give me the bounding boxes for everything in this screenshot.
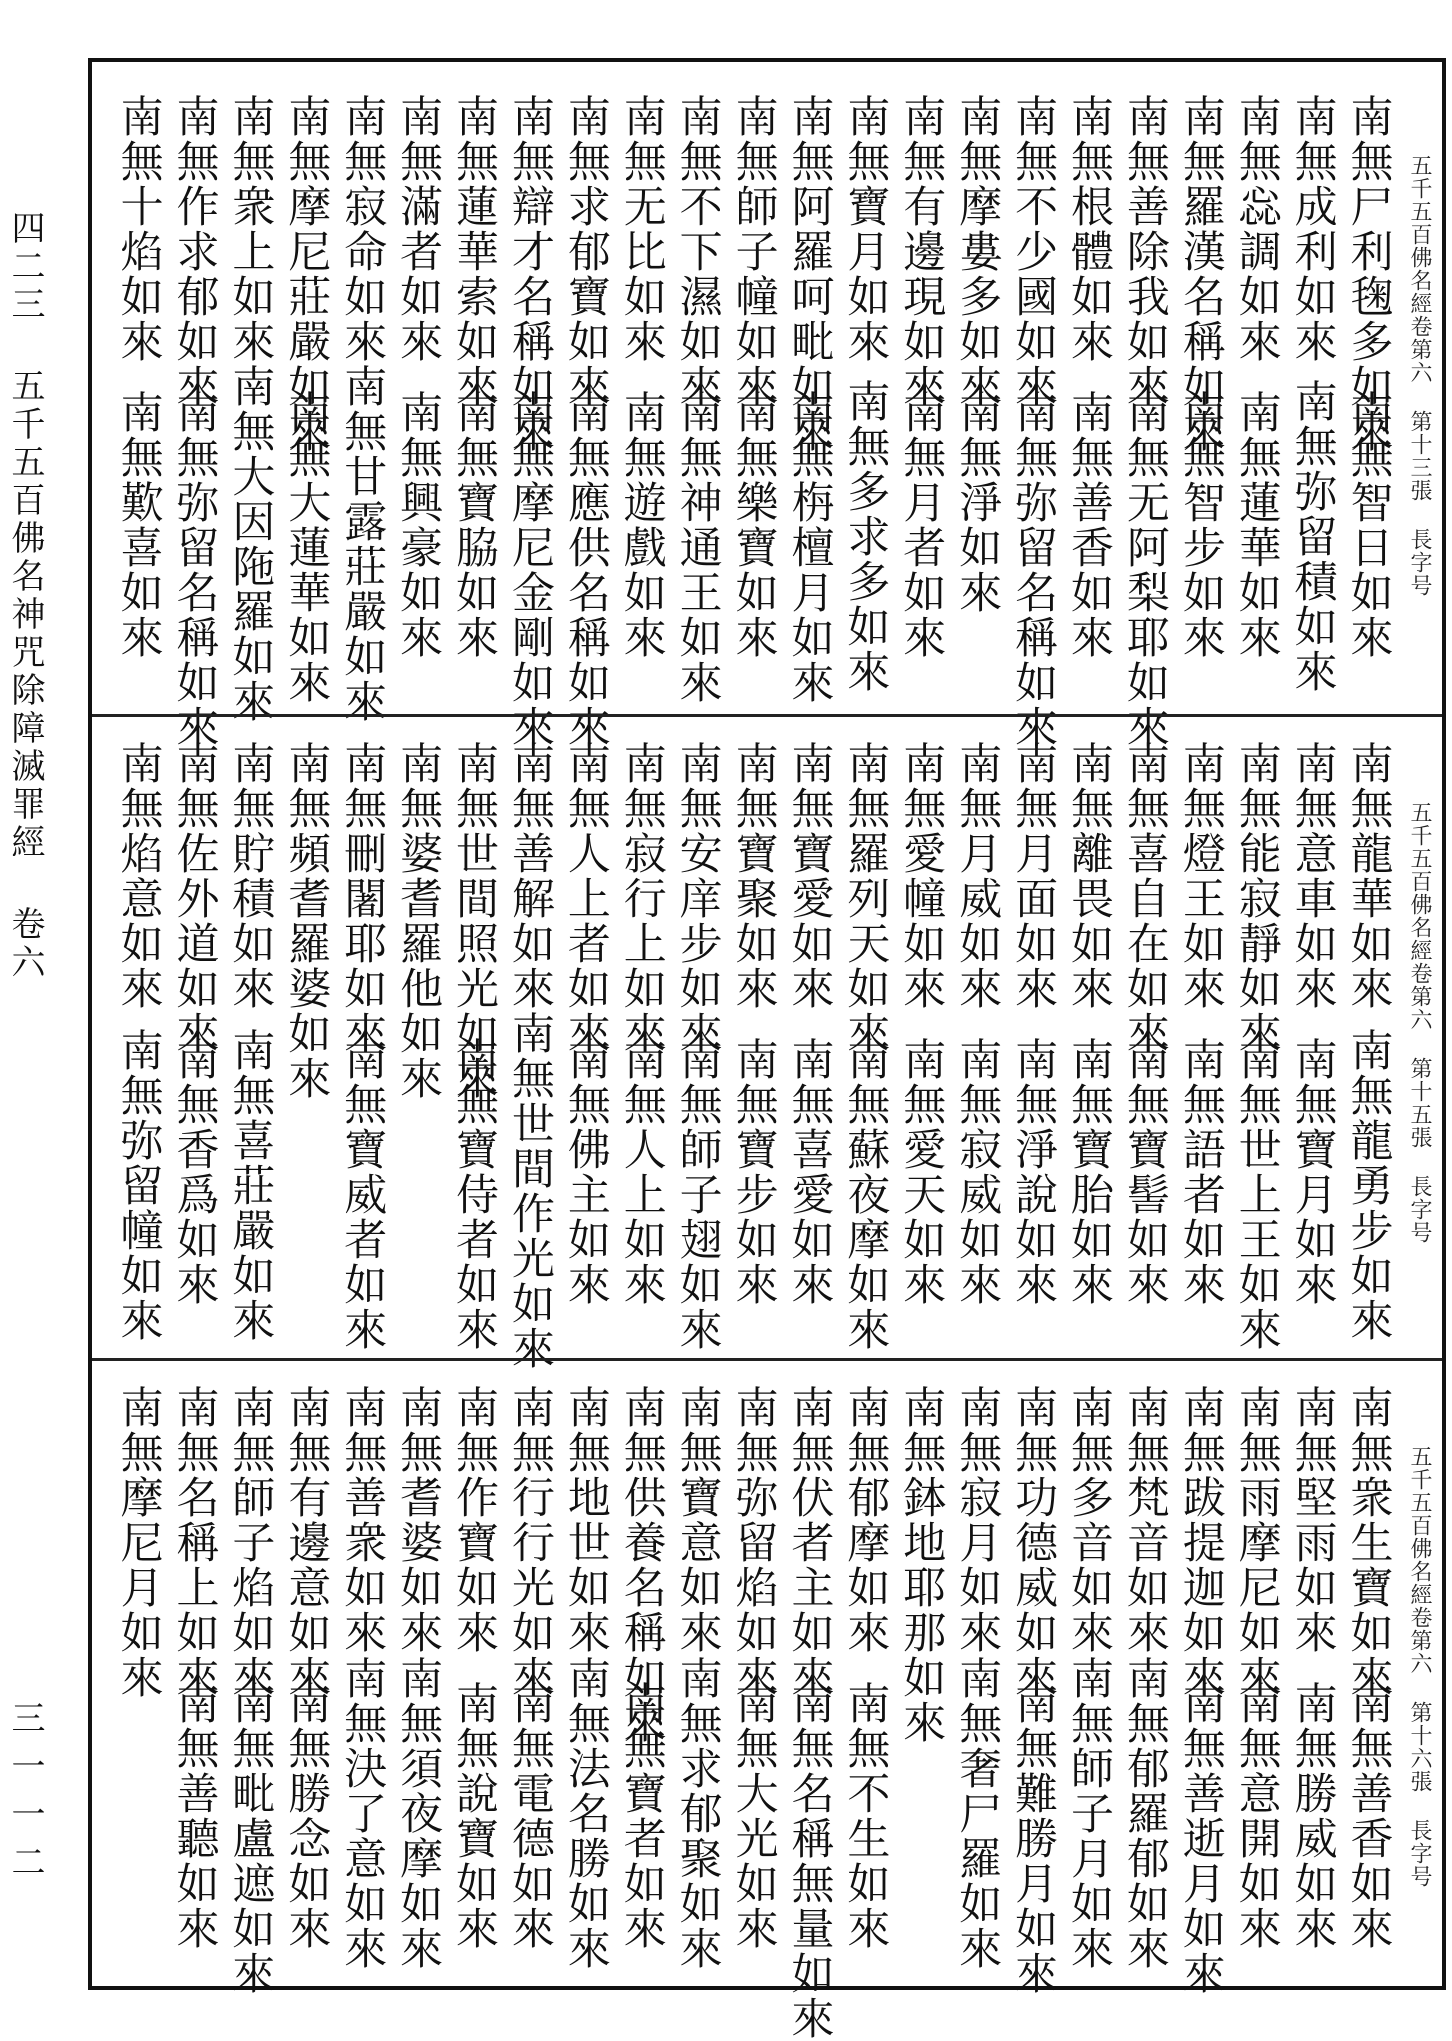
text-column [837, 1385, 893, 1971]
text-column [222, 741, 278, 1343]
buddha-name-lower: 南無郁羅郁如來 [1119, 1656, 1170, 1971]
buddha-name-upper: 南無刪闍耶如來 [337, 741, 388, 1056]
text-column [1284, 741, 1340, 1343]
buddha-name-lower: 南無寶胎如來 [1064, 1037, 1115, 1307]
buddha-name-upper: 南無愛幢如來 [896, 741, 947, 1011]
buddha-name-upper: 南無寶意如來 [672, 1385, 723, 1655]
buddha-name-upper: 南無跋提迦如來 [1175, 1385, 1226, 1700]
buddha-name-lower: 南無弥留名稱如來 [169, 390, 220, 750]
panel-bottom [92, 1358, 1442, 2041]
buddha-name-upper: 南無衆上如來 [225, 94, 276, 364]
text-column [166, 94, 222, 750]
text-column [446, 1385, 502, 1971]
buddha-name-upper: 南無不下濕如來 [672, 94, 723, 409]
buddha-name-lower: 南無淨說如來 [1008, 1037, 1059, 1307]
text-column [222, 1385, 278, 1996]
text-column [1340, 94, 1396, 694]
text-column [446, 741, 502, 1352]
buddha-name-upper: 南無善除我如來 [1119, 94, 1170, 409]
buddha-name-lower: 南無大因陁羅如來 [225, 364, 276, 724]
buddha-name-lower: 南無喜愛如來 [784, 1037, 835, 1307]
panel-columns [110, 741, 1432, 1371]
panel-middle [92, 714, 1442, 1371]
buddha-name-lower: 南無智步如來 [1175, 390, 1226, 660]
buddha-name-lower: 南無蓮華如來 [1231, 390, 1282, 660]
buddha-name-lower: 南無愛天如來 [896, 1037, 947, 1307]
buddha-name-lower: 南無奢尸羅如來 [952, 1656, 1003, 1971]
buddha-name-upper: 南無佐外道如來 [169, 741, 220, 1056]
buddha-name-lower: 南無甘露莊嚴如來 [337, 364, 388, 724]
buddha-name-lower: 南無善香如來 [1064, 390, 1115, 660]
buddha-name-upper: 南無弥留焰如來 [728, 1385, 779, 1700]
buddha-name-lower: 南無名稱無量如來 [784, 1681, 835, 2041]
text-column [557, 741, 613, 1343]
text-column [837, 741, 893, 1352]
buddha-name-upper: 南無十焰如來 [113, 94, 164, 364]
buddha-name-upper: 南無成利如來 [1287, 94, 1338, 364]
buddha-name-lower: 南無應供名稱如來 [560, 390, 611, 750]
buddha-name-upper: 南無梵音如來 [1119, 1385, 1170, 1655]
text-column [1284, 1385, 1340, 1971]
buddha-name-upper: 南無无比如來 [616, 94, 667, 364]
buddha-name-lower: 南無法名勝如來 [560, 1656, 611, 1971]
buddha-name-lower: 南無龍勇步如來 [1343, 1028, 1394, 1343]
buddha-name-lower: 南無人上如來 [616, 1037, 667, 1307]
buddha-name-upper: 南無伏者主如來 [784, 1385, 835, 1700]
text-column [557, 1385, 613, 1971]
buddha-name-upper: 南無寶月如來 [840, 94, 891, 364]
buddha-name-lower: 南無月者如來 [896, 390, 947, 660]
panel-top [92, 70, 1442, 750]
buddha-name-upper: 南無寂命如來 [337, 94, 388, 364]
buddha-name-lower: 南無電德如來 [504, 1681, 555, 1951]
text-column [669, 741, 725, 1352]
text-column [725, 1385, 781, 1971]
text-column [1005, 94, 1061, 750]
text-column [725, 94, 781, 694]
buddha-name-lower: 南無香爲如來 [169, 1037, 220, 1307]
buddha-name-lower: 南無寂威如來 [952, 1037, 1003, 1307]
buddha-name-lower: 南無喜莊嚴如來 [225, 1028, 276, 1343]
text-column [613, 1385, 669, 1971]
text-column [110, 741, 166, 1343]
text-column [278, 1385, 334, 1971]
buddha-name-lower: 南無寶步如來 [728, 1037, 779, 1307]
buddha-name-lower: 南無寶脇如來 [449, 390, 500, 660]
buddha-name-lower: 南無善香如來 [1343, 1681, 1394, 1951]
text-column [166, 1385, 222, 1971]
buddha-name-upper: 南無能寂靜如來 [1231, 741, 1282, 1056]
buddha-name-upper: 南無有邊意如來 [281, 1385, 332, 1700]
page-frame [88, 58, 1446, 2041]
buddha-name-lower: 南無興豪如來 [393, 390, 444, 660]
text-column [1005, 1385, 1061, 1996]
text-column [781, 94, 837, 705]
text-column [1228, 741, 1284, 1352]
buddha-name-upper: 南無焰意如來 [113, 741, 164, 1011]
text-column [1228, 1385, 1284, 1971]
text-column [725, 741, 781, 1343]
text-column [1340, 1385, 1396, 1971]
text-column [446, 94, 502, 694]
buddha-name-upper: 南無蓮華索如來 [449, 94, 500, 409]
buddha-name-upper: 南無婆耆羅他如來 [393, 741, 444, 1101]
buddha-name-upper: 南無求郁寶如來 [560, 94, 611, 409]
buddha-name-upper: 南無摩尼月如來 [113, 1385, 164, 1700]
buddha-name-upper: 南無寶愛如來 [784, 741, 835, 1011]
text-column [893, 94, 949, 694]
text-column [502, 741, 558, 1371]
text-column [1228, 94, 1284, 694]
text-column [390, 741, 446, 1343]
text-column [1340, 741, 1396, 1343]
text-column [334, 94, 390, 724]
text-column [166, 741, 222, 1343]
text-column [1061, 94, 1117, 694]
buddha-name-upper: 南無滿者如來 [393, 94, 444, 364]
buddha-name-upper: 南無善解如來 [504, 741, 555, 1011]
buddha-name-upper: 南無寂月如來 [952, 1385, 1003, 1655]
text-column [1116, 94, 1172, 750]
buddha-name-lower: 南無勝念如來 [281, 1681, 332, 1951]
text-column [1061, 741, 1117, 1343]
buddha-name-upper: 南無頻耆羅婆如來 [281, 741, 332, 1101]
buddha-name-lower: 南無寶者如來 [616, 1681, 667, 1951]
buddha-name-upper: 南無摩婁多如來 [952, 94, 1003, 409]
text-column [110, 94, 166, 694]
text-column [390, 1385, 446, 1971]
text-column [949, 741, 1005, 1343]
buddha-name-upper: 南無辯才名稱如來 [504, 94, 555, 454]
buddha-name-upper: 南無師子焰如來 [225, 1385, 276, 1700]
buddha-name-upper: 南無羅列天如來 [840, 741, 891, 1056]
buddha-name-lower: 南無歎喜如來 [113, 390, 164, 660]
buddha-name-upper: 南無羅漢名稱如來 [1175, 94, 1226, 454]
buddha-name-upper: 南無郁摩如來 [840, 1385, 891, 1655]
buddha-name-lower: 南無神通王如來 [672, 390, 723, 705]
buddha-name-lower: 南無弥留幢如來 [113, 1028, 164, 1343]
text-column [278, 94, 334, 705]
buddha-name-upper: 南無地世如來 [560, 1385, 611, 1655]
buddha-name-lower: 南無須夜摩如來 [393, 1656, 444, 1971]
buddha-name-lower: 南無栴檀月如來 [784, 390, 835, 705]
buddha-name-lower: 南無弥留名稱如來 [1008, 390, 1059, 750]
text-column [1005, 741, 1061, 1343]
buddha-name-upper: 南無尸利毱多如來 [1343, 94, 1394, 454]
text-column [893, 741, 949, 1343]
buddha-name-upper: 南無雨摩尼如來 [1231, 1385, 1282, 1700]
text-column [613, 741, 669, 1343]
buddha-name-upper: 南無功德威如來 [1008, 1385, 1059, 1700]
text-column [669, 94, 725, 705]
buddha-name-lower: 南無意開如來 [1231, 1681, 1282, 1951]
text-column [949, 94, 1005, 694]
buddha-name-upper: 南無善衆如來 [337, 1385, 388, 1655]
text-column [1116, 1385, 1172, 1971]
text-column [278, 741, 334, 1343]
buddha-name-upper: 南無寶聚如來 [728, 741, 779, 1011]
buddha-name-upper: 南無堅雨如來 [1287, 1385, 1338, 1655]
text-column [893, 1385, 949, 1971]
buddha-name-lower: 南無說寶如來 [449, 1681, 500, 1951]
buddha-name-upper: 南無月面如來 [1008, 741, 1059, 1011]
buddha-name-upper: 南無多音如來 [1064, 1385, 1115, 1655]
buddha-name-upper: 南無摩尼莊嚴如來 [281, 94, 332, 454]
buddha-name-upper: 南無喜自在如來 [1119, 741, 1170, 1056]
panel-columns [110, 94, 1432, 750]
margin-title: 四二三 五千五百佛名神咒除障滅罪經 卷六 [5, 210, 45, 982]
text-column [110, 1385, 166, 1971]
text-column [502, 94, 558, 750]
buddha-name-lower: 南無師子翅如來 [672, 1037, 723, 1352]
buddha-name-lower: 南無寶髻如來 [1119, 1037, 1170, 1307]
buddha-name-upper: 南無根體如來 [1064, 94, 1115, 364]
buddha-name-lower: 南無不生如來 [840, 1681, 891, 1951]
text-column [1172, 94, 1228, 694]
buddha-name-lower: 南無大蓮華如來 [281, 390, 332, 705]
text-column [949, 1385, 1005, 1971]
buddha-name-upper: 南無有邊現如來 [896, 94, 947, 409]
panel-header: 五千五百佛名經卷第六 第十五張 長字号 [1407, 801, 1432, 1244]
panel-header: 五千五百佛名經卷第六 第十六張 長字号 [1407, 1445, 1432, 1888]
text-column [1061, 1385, 1117, 1971]
text-column [502, 1385, 558, 1971]
text-column [1116, 741, 1172, 1343]
buddha-name-upper: 南無耆婆如來 [393, 1385, 444, 1655]
buddha-name-upper: 南無離畏如來 [1064, 741, 1115, 1011]
buddha-name-lower: 南無樂寶如來 [728, 390, 779, 660]
buddha-name-upper: 南無衆生寶如來 [1343, 1385, 1394, 1700]
buddha-name-lower: 南無決了意如來 [337, 1656, 388, 1971]
buddha-name-lower: 南無寶侍者如來 [449, 1037, 500, 1352]
buddha-name-upper: 南無名稱上如來 [169, 1385, 220, 1700]
buddha-name-upper: 南無燈王如來 [1175, 741, 1226, 1011]
buddha-name-upper: 南無意車如來 [1287, 741, 1338, 1011]
buddha-name-lower: 南無多求多如來 [840, 379, 891, 694]
text-column [669, 1385, 725, 1971]
buddha-name-lower: 南無大光如來 [728, 1681, 779, 1951]
buddha-name-upper: 南無龍華如來 [1343, 741, 1394, 1011]
buddha-name-lower: 南無寶威者如來 [337, 1037, 388, 1352]
text-column [390, 94, 446, 694]
panel-header: 五千五百佛名經卷第六 第十三張 長字号 [1407, 154, 1432, 597]
buddha-name-upper: 南無阿羅呵毗如來 [784, 94, 835, 454]
buddha-name-lower: 南無蘇夜摩如來 [840, 1037, 891, 1352]
buddha-name-lower: 南無寶月如來 [1287, 1037, 1338, 1307]
buddha-name-lower: 南無淨如來 [952, 390, 1003, 615]
buddha-name-upper: 南無供養名稱如來 [616, 1385, 667, 1745]
buddha-name-upper: 南無不少國如來 [1008, 94, 1059, 409]
text-column [334, 741, 390, 1352]
buddha-name-lower: 南無難勝月如來 [1008, 1681, 1059, 1996]
buddha-name-upper: 南無作求郁如來 [169, 94, 220, 409]
buddha-name-lower: 南無勝威如來 [1287, 1681, 1338, 1951]
buddha-name-upper: 南無惢調如來 [1231, 94, 1282, 364]
text-column [1172, 1385, 1228, 1996]
buddha-name-lower: 南無善聽如來 [169, 1681, 220, 1951]
text-column [222, 94, 278, 724]
buddha-name-lower: 南無遊戲如來 [616, 390, 667, 660]
buddha-name-upper: 南無師子幢如來 [728, 94, 779, 409]
buddha-name-upper: 南無鉢地耶那如來 [896, 1385, 947, 1745]
buddha-name-lower: 南無求郁聚如來 [672, 1656, 723, 1971]
text-column [781, 741, 837, 1343]
buddha-name-upper: 南無世間照光如來 [449, 741, 500, 1101]
buddha-name-lower: 南無无阿梨耶如來 [1119, 390, 1170, 750]
text-column [781, 1385, 837, 2041]
text-column [557, 94, 613, 750]
buddha-name-lower: 南無世上王如來 [1231, 1037, 1282, 1352]
text-column [334, 1385, 390, 1971]
buddha-name-lower: 南無弥留積如來 [1287, 379, 1338, 694]
buddha-name-upper: 南無月威如來 [952, 741, 1003, 1011]
text-column [1172, 741, 1228, 1343]
buddha-name-lower: 南無師子月如來 [1064, 1656, 1115, 1971]
margin-page-number: 三一一二 [5, 1700, 45, 1892]
text-column [613, 94, 669, 694]
text-column [837, 94, 893, 694]
buddha-name-upper: 南無作寶如來 [449, 1385, 500, 1655]
text-column [1284, 94, 1340, 694]
buddha-name-lower: 南無語者如來 [1175, 1037, 1226, 1307]
buddha-name-lower: 南無毗盧遮如來 [225, 1681, 276, 1996]
panel-columns [110, 1385, 1432, 2041]
buddha-name-lower: 南無佛主如來 [560, 1037, 611, 1307]
buddha-name-upper: 南無人上者如來 [560, 741, 611, 1056]
buddha-name-upper: 南無行行光如來 [504, 1385, 555, 1700]
buddha-name-lower: 南無智日如來 [1343, 390, 1394, 660]
buddha-name-upper: 南無寂行上如來 [616, 741, 667, 1056]
buddha-name-upper: 南無貯積如來 [225, 741, 276, 1011]
buddha-name-lower: 南無摩尼金剛如來 [504, 390, 555, 750]
buddha-name-lower: 南無世間作光如來 [504, 1011, 555, 1371]
buddha-name-upper: 南無安庠步如來 [672, 741, 723, 1056]
buddha-name-lower: 南無善逝月如來 [1175, 1681, 1226, 1996]
